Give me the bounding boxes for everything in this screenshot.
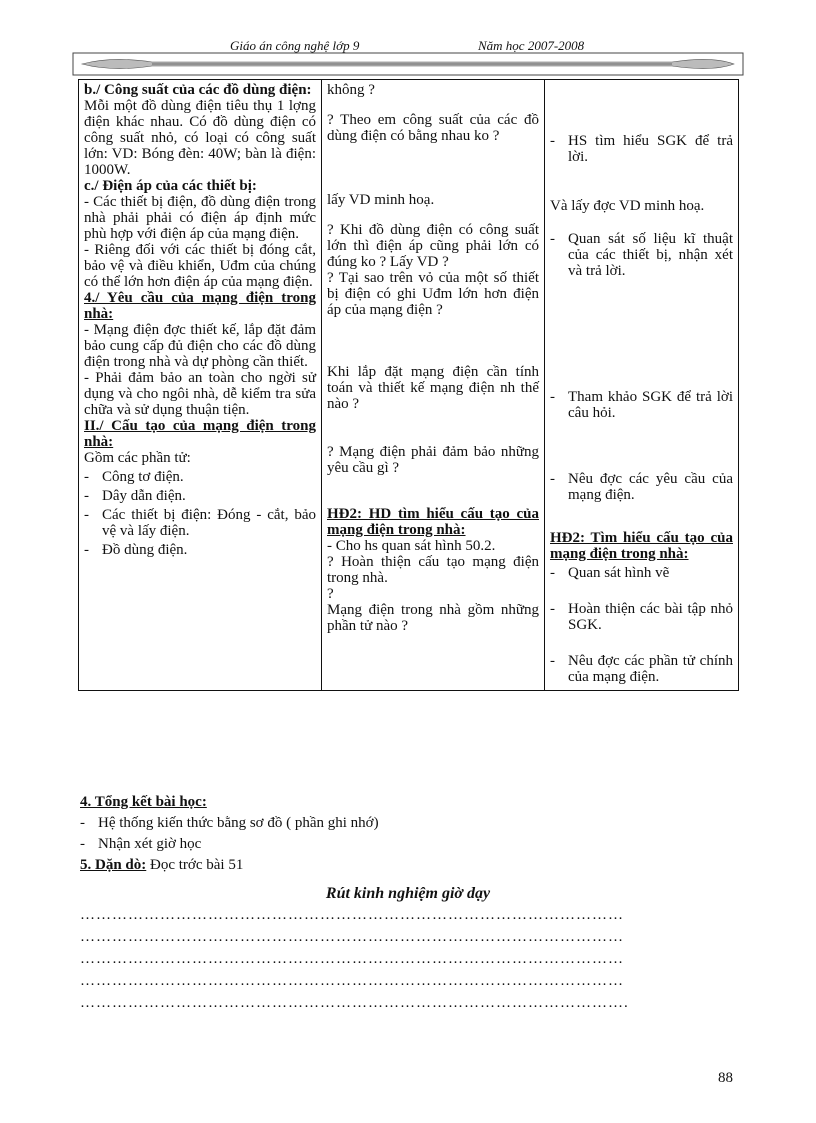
summary-text: Nhận xét giờ học bbox=[98, 836, 202, 852]
student-item: - Quan sát số liệu kĩ thuật của các thiết bị, nhận xét và trả lời. bbox=[550, 231, 733, 279]
section-b-title: b./ Công suất của các đồ dùng điện: bbox=[84, 82, 312, 98]
teacher-question: ? Mạng điện phải đảm bảo những yêu cầu gì ? bbox=[327, 444, 539, 476]
list-item: - Dây dẫn điện. bbox=[84, 488, 186, 504]
header-ornament bbox=[72, 52, 744, 76]
student-text: Nêu đợc các phần tử chính của mạng điện. bbox=[568, 653, 733, 685]
teacher-question: ? Theo em công suất của các đồ dùng điện có bằng nhau ko ? bbox=[327, 112, 539, 144]
list-item-text: Công tơ điện. bbox=[102, 469, 184, 485]
student-column bbox=[545, 80, 739, 691]
homework-title: 5. Dặn dò: bbox=[80, 857, 147, 873]
student-text: HS tìm hiểu SGK để trả lời. bbox=[568, 133, 733, 165]
teacher-activity-title: HĐ2: HD tìm hiểu cấu tạo của mạng điện trong nhà: bbox=[327, 506, 539, 538]
list-item-text: Các thiết bị điện: Đóng - cắt, bảo vệ và lấy điện. bbox=[102, 507, 316, 539]
content-column bbox=[79, 80, 322, 691]
teacher-question: ? Hoàn thiện cấu tạo mạng điện trong nhà. bbox=[327, 554, 539, 586]
student-item: - Hoàn thiện các bài tập nhỏ SGK. bbox=[550, 601, 733, 633]
student-text: Quan sát hình vẽ bbox=[568, 565, 670, 581]
teacher-text: ? bbox=[327, 586, 334, 602]
student-activity-title: HĐ2: Tìm hiểu cấu tạo của mạng điện trong nhà: bbox=[550, 530, 733, 562]
teacher-question: Khi lắp đặt mạng điện cần tính toán và thiết kế mạng điện nh thế nào ? bbox=[327, 364, 539, 412]
teacher-column bbox=[322, 80, 545, 691]
student-item: - Nêu đợc các yêu cầu của mạng điện. bbox=[550, 471, 733, 503]
teacher-question: ? Khi đồ dùng điện có công suất lớn thì điện áp cũng phải lớn có đúng ko ? Lấy VD ? bbox=[327, 222, 539, 270]
section-c-title: c./ Điện áp của các thiết bị: bbox=[84, 178, 257, 194]
student-text: Nêu đợc các yêu cầu của mạng điện. bbox=[568, 471, 733, 503]
summary-text: Hệ thống kiến thức bằng sơ đồ ( phần ghi nhớ) bbox=[98, 815, 379, 831]
dotted-line: ………………………………………………………………………………………… bbox=[80, 973, 624, 989]
dotted-line: ………………………………………………………………………………………… bbox=[80, 929, 624, 945]
student-text: Hoàn thiện các bài tập nhỏ SGK. bbox=[568, 601, 733, 633]
section-4-text-2: - Phải đảm bảo an toàn cho ngời sử dụng và cho ngôi nhà, dễ kiểm tra sửa chữa và sử dụng thuận tiện. bbox=[84, 370, 316, 418]
list-item: - Các thiết bị điện: Đóng - cắt, bảo vệ và lấy điện. bbox=[84, 507, 316, 539]
summary-item: - Nhận xét giờ học bbox=[80, 834, 740, 855]
list-item: - Đồ dùng điện. bbox=[84, 542, 188, 558]
dotted-line: ………………………………………………………………………………………… bbox=[80, 951, 624, 967]
student-item: - HS tìm hiểu SGK để trả lời. bbox=[550, 133, 733, 165]
teacher-question: Mạng điện trong nhà gồm những phần tử nào ? bbox=[327, 602, 539, 634]
teacher-text: - Cho hs quan sát hình 50.2. bbox=[327, 538, 496, 554]
student-text: Tham khảo SGK để trả lời câu hỏi. bbox=[568, 389, 733, 421]
header-year: Năm học 2007-2008 bbox=[478, 38, 585, 53]
student-text: Và lấy đợc VD minh hoạ. bbox=[550, 198, 705, 214]
list-item: - Công tơ điện. bbox=[84, 469, 184, 485]
section-4-title: 4./ Yêu cầu của mạng điện trong nhà: bbox=[84, 290, 316, 322]
section-b-text: Mỗi một đồ dùng điện tiêu thụ 1 lợng điện khác nhau. Có đồ dùng điện có công suất nhỏ, có loại có công suất lớn: VD: Bóng đèn: 40W; bàn là điện: 1000W. bbox=[84, 98, 316, 178]
student-text: Quan sát số liệu kĩ thuật của các thiết bị, nhận xét và trả lời. bbox=[568, 231, 733, 279]
header-subject: Giáo án công nghệ lớp 9 bbox=[230, 38, 360, 53]
section-c-text-1: - Các thiết bị điện, đồ dùng điện trong nhà phải phải có điện áp định mức phù hợp với điện áp của mạng điện. bbox=[84, 194, 316, 242]
student-item: - Tham khảo SGK để trả lời câu hỏi. bbox=[550, 389, 733, 421]
lesson-table bbox=[78, 79, 739, 691]
student-item: - Nêu đợc các phần tử chính của mạng điện. bbox=[550, 653, 733, 685]
summary-title: 4. Tổng kết bài học: bbox=[80, 794, 207, 810]
dotted-line: …………………………………………………………………………………………. bbox=[80, 995, 629, 1011]
lesson-summary bbox=[80, 792, 740, 876]
homework-text: Đọc trớc bài 51 bbox=[146, 857, 244, 873]
teacher-text: không ? bbox=[327, 82, 375, 98]
list-item-text: Đồ dùng điện. bbox=[102, 542, 188, 558]
reflection-title: Rút kinh nghiệm giờ dạy bbox=[325, 885, 491, 902]
summary-item: - Hệ thống kiến thức bằng sơ đồ ( phần ghi nhớ) bbox=[80, 813, 740, 834]
section-4-text-1: - Mạng điện đợc thiết kế, lắp đặt đảm bảo cung cấp đủ điện cho các đồ dùng điện trong nhà và dự phòng cần thiết. bbox=[84, 322, 316, 370]
section-c-text-2: - Riêng đối với các thiết bị đóng cắt, bảo vệ và điều khiển, Uđm của chúng có thể lớn hơn điện áp của mạng điện. bbox=[84, 242, 316, 290]
list-item-text: Dây dẫn điện. bbox=[102, 488, 186, 504]
student-item: - Quan sát hình vẽ bbox=[550, 565, 670, 581]
teacher-question: ? Tại sao trên vỏ của một số thiết bị điện có ghi Uđm lớn hơn điện áp của mạng điện ? bbox=[327, 270, 539, 318]
dotted-line: ………………………………………………………………………………………… bbox=[80, 907, 624, 923]
section-2-title: II./ Cấu tạo của mạng điện trong nhà: bbox=[84, 418, 316, 450]
page-number: 88 bbox=[718, 1070, 733, 1086]
section-2-intro: Gồm các phần tử: bbox=[84, 450, 191, 466]
teacher-text: lấy VD minh hoạ. bbox=[327, 192, 435, 208]
